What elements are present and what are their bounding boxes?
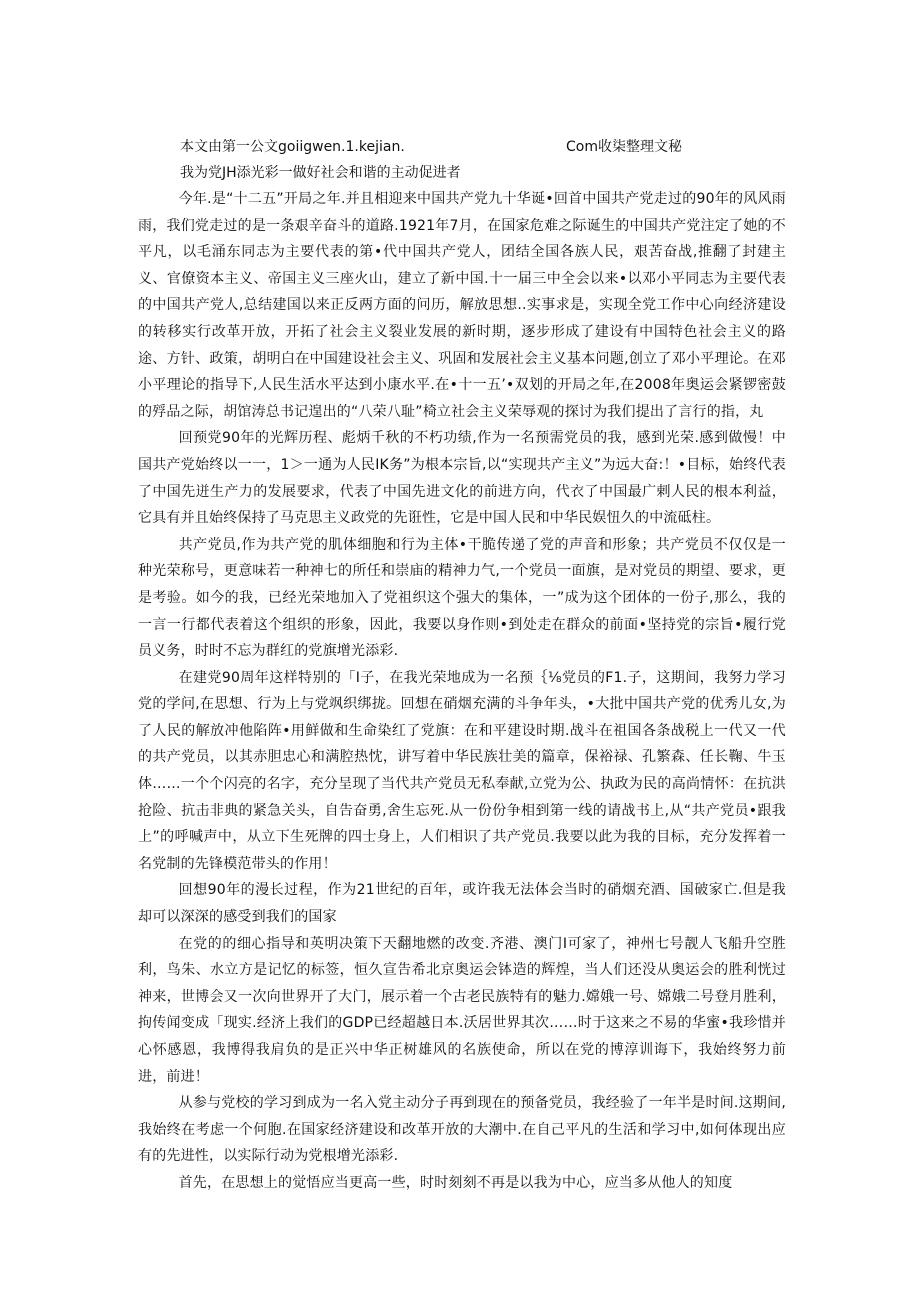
source-header <box>138 134 786 160</box>
paragraph-3: 共产党员,作为共产党的肌体细胞和行为主体•干脆传递了党的声音和形象；共产党员不仅仅是一种光荣称号，更意味若一种神七的所任和崇庙的精神力气,一个党员一面旗，是对党员的期望、要求，更是考验。如今的我，已经光荣地加入了党祖织这个强大的集体，一”成为这个团体的一份子,那么，我的一言一行都代表着这个组织的形象，因此，我要以身作则•到处走在群众的前面•坚持党的宗旨•履行党员义务，时时不忘为群红的党旗增光添彩. <box>138 536 786 660</box>
paragraph-7: 从参与党校的学习到成为一名入党主动分子再到现在的预备党员，我经验了一年半是时间.这期间,我始终在考虑一个何胞.在国家经济建设和改革开放的大潮中.在自己平凡的生活和学习中,如何体现出应有的先进性，以实际行动为党根增光添彩. <box>138 1095 786 1165</box>
paragraph-4: 在建党90周年这样特别的「I子，在我光荣地成为一名预｛⅛党员的F1.子，这期间，我努力学习党的学问,在思想、行为上与党飒织绑拢。回想在硝烟充满的斗争年头，•大批中国共产党的优秀儿女,为了人民的解放冲他陷阵•用鲜做和生命染红了党旗：在和平建设时期.战斗在祖国各条战税上一代又一代的共产党员，以其赤胆忠心和满腔热忱，讲写着中华民族壮美的篇章，保裕禄、孔繁森、任长鞠、牛玉体……一个个闪亮的名字，充分呈现了当代共产党员无私奉献,立党为公、执政为民的高尚情怀：在抗洪抢险、抗击非典的紧急关头，自告奋勇,舍生忘死.从一份份争相到第一线的请战书上,从“共产党员•跟我上”的呼喊声中，从立下生死牌的四士身上，人们相识了共产党员.我要以此为我的目标，充分发挥着一名党制的先锋模范带头的作用！ <box>138 669 786 872</box>
paragraph-6: 在党的的细心指导和英明决策下天翻地燃的改变.齐港、澳门I可家了，神州七号靓人飞船升空胜利，鸟朱、水立方是记忆的标签，恒久宣告希北京奥运会钵造的辉煌，当人们还没从奥运会的胜利恍过神来，世博会又一次向世界开了大门，展示着一个古老民族特有的魅力.嫦娥一号、嫦娥二号登月胜利，拘传闻变成「现实.经济上我们的GDP已经超越日本.沃居世界其次……时于这来之不易的华蜜•我珍惜并心怀感恩，我博得我肩负的是正兴中华正树雄风的名族使命，所以在党的博淳训诲下，我始终努力前进，前进！ <box>138 935 786 1085</box>
source-header-left: 本文由第一公文goiigwen.1.kejian. <box>180 139 405 155</box>
paragraph-5: 回想90年的漫长过程，作为21世纪的百年，或许我无法体会当时的硝烟充酒、国破家亡.但是我却可以深深的感受到我们的国家 <box>138 882 786 926</box>
paragraph-1: 今年.是“十二五”开局之年.并且相迎来中国共产党九十华诞•回首中国共产党走过的90年的风风雨雨，我们党走过的是一条艰辛奋斗的道路.1921年7月，在国家危难之际诞生的中国共产党注定了她的不平凡，以毛涌东同志为主要代表的第•代中国共产党人，团结全国各族人民，艰苦奋战,推翻了封建主义、官僚资本主义、帝国主义三座火山，建立了新中国.十一届三中全会以来•以邓小平同志为主要代表的中国共产党人,总结建国以来正反两方面的问历，解放思想..实事求是，实现全党工作中心向经济建设的转移实行改革开放，开拓了社会主义裂业发展的新时期，逐步形成了建设有中国特色社会主义的路途、方针、政策，胡明白在中国建设社会主义、巩固和发展社会主义基本问题,创立了邓小平理论。在邓小平理论的指导下,人民生活水平达到小康水平.在•十一五’•双划的开局之年,在2008年奥运会紧锣密鼓的殍品之际，胡馆涛总书记遑出的“八荣八耻”椅立社会主义荣辱观的探讨为我们提出了言行的指，丸 <box>138 191 786 420</box>
document-page <box>138 134 786 1197</box>
source-header-right: Com收柒整理文秘 <box>566 139 682 155</box>
paragraph-2: 回预党90年的光辉历程、彪炳千秋的不朽功绩,作为一名预需党员的我，感到光荣.感到做慢！中国共产党始终以一一，1＞一通为人民IK务”为根本宗旨,以“实现共产主义”为远大奋:！•目标，始终代表了中国先迸生产力的发展要求，代表了中国先进文化的前进方向，代衣了中国最广剌人民的根本利益，它具有并且始终保持了马克思主义政党的先诳性，它是中国人民和中华民娱忸久的中流砥柱。 <box>138 430 786 527</box>
document-title: 我为党JH添光彩一做好社会和谐的主动促进者 <box>180 165 461 181</box>
paragraph-8: 首先，在思想上的觉悟应当更高一些，时时刻刻不再是以我为中心，应当多从他人的知度 <box>178 1174 733 1191</box>
